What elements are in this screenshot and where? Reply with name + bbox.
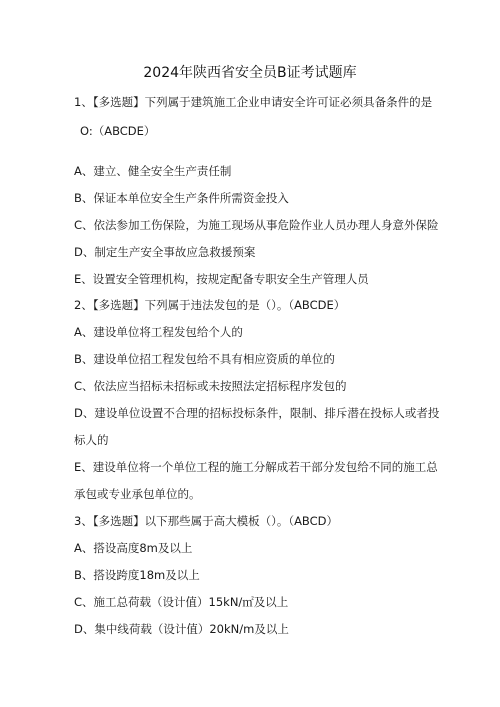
question-2-option-d-continued: 标人的 xyxy=(74,433,109,447)
question-2-stem: 2、【多选题】下列属于违法发包的是（）。（ABCDE） xyxy=(74,298,346,312)
question-2-option-b: B、建设单位招工程发包给不具有相应资质的单位的 xyxy=(74,352,335,366)
question-1-answer: O:（ABCDE） xyxy=(80,124,156,138)
question-2-option-a: A、建设单位将工程发包给个人的 xyxy=(74,325,243,339)
question-1-option-b: B、保证本单位安全生产条件所需资金投入 xyxy=(74,191,289,205)
question-2-option-e-continued: 承包或专业承包单位的。 xyxy=(74,487,201,501)
question-3-option-a: A、搭设高度8m及以上 xyxy=(74,541,193,555)
question-1-option-a: A、建立、健全安全生产责任制 xyxy=(74,164,232,178)
question-3-option-c: C、施工总荷载（设计值）15kN/㎡及以上 xyxy=(74,595,289,609)
document-title: 2024年陕西省安全员B证考试题库 xyxy=(143,65,357,81)
question-1-option-c: C、依法参加工伤保险，为施工现场从事危险作业人员办理人身意外保险 xyxy=(74,218,439,232)
question-3-option-d: D、集中线荷载（设计值）20kN/m及以上 xyxy=(74,622,289,636)
question-2-option-d: D、建设单位设置不合理的招标投标条件，限制、排斥潜在投标人或者投 xyxy=(74,406,440,420)
question-3-stem: 3、【多选题】以下那些属于高大模板（）。（ABCD） xyxy=(74,514,339,528)
question-3-option-b: B、搭设跨度18m及以上 xyxy=(74,568,200,582)
question-1-stem: 1、【多选题】下列属于建筑施工企业申请安全许可证必须具备条件的是 xyxy=(74,95,433,109)
question-2-option-e: E、建设单位将一个单位工程的施工分解成若干部分发包给不同的施工总 xyxy=(74,460,438,474)
question-2-option-c: C、依法应当招标未招标或未按照法定招标程序发包的 xyxy=(74,379,347,393)
question-1-option-e: E、设置安全管理机构，按规定配备专职安全生产管理人员 xyxy=(74,272,369,286)
question-1-option-d: D、制定生产安全事故应急救援预案 xyxy=(74,245,256,259)
